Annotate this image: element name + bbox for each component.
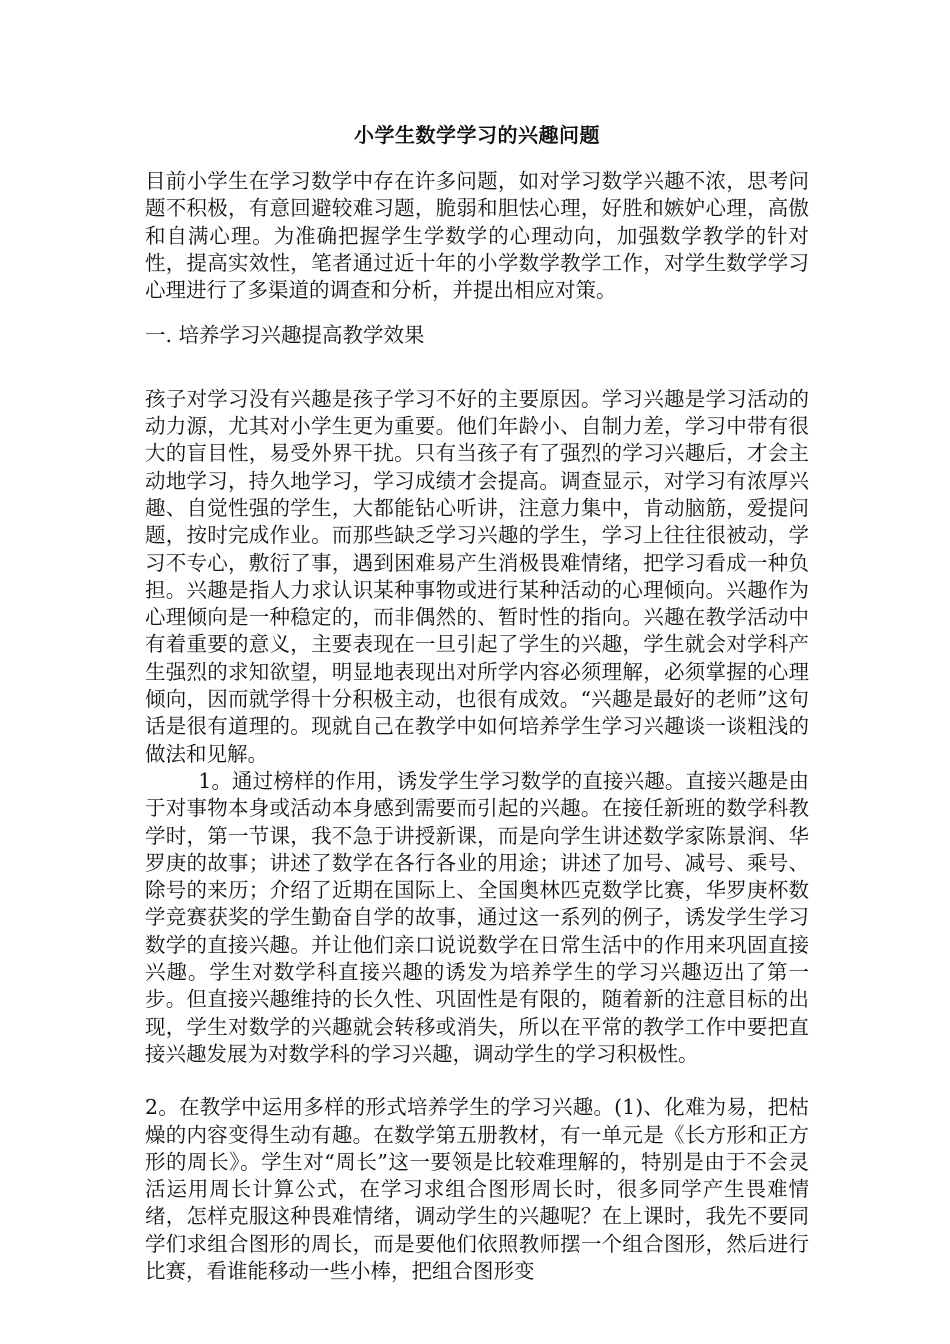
document-body: [145, 120, 809, 1285]
body-paragraph-3: 2。在教学中运用多样的形式培养学生的学习兴趣。(1)、化难为易，把枯燥的内容变得生动有趣。在数学第五册教材，有一单元是《长方形和正方形的周长》。学生对“周长”这一要领是比较难理解的，特别是由于不会灵活运用周长计算公式，在学习求组合图形周长时，很多同学产生畏难情绪，怎样克服这种畏难情绪，调动学生的兴趣呢？在上课时，我先不要同学们求组合图形的周长，而是要他们依照教师摆一个组合图形，然后进行比赛，看谁能移动一些小棒，把组合图形变: [145, 1095, 809, 1283]
body-paragraph-2: 1。通过榜样的作用，诱发学生学习数学的直接兴趣。直接兴趣是由于对事物本身或活动本身感到需要而引起的兴趣。在接任新班的数学科教学时，第一节课，我不急于讲授新课，而是向学生讲述数学家陈景润、华罗庚的故事；讲述了数学在各行各业的用途；讲述了加号、减号、乘号、除号的来历；介绍了近期在国际上、全国奥林匹克数学比赛，华罗庚杯数学竞赛获奖的学生勤奋自学的故事，通过这一系列的例子，诱发学生学习数学的直接兴趣。并让他们亲口说说数学在日常生活中的作用来巩固直接兴趣。学生对数学科直接兴趣的诱发为培养学生的学习兴趣迈出了第一步。但直接兴趣维持的长久性、巩固性是有限的，随着新的注意目标的出现，学生对数学的兴趣就会转移或消失，所以在平常的教学工作中要把直接兴趣发展为对数学科的学习兴趣，调动学生的学习积极性。: [145, 768, 809, 1066]
spacer: [145, 304, 809, 322]
document-title: 小学生数学学习的兴趣问题: [354, 123, 600, 147]
spacer: [145, 1068, 809, 1094]
spacer: [145, 350, 809, 386]
body-paragraph-1: 孩子对学习没有兴趣是孩子学习不好的主要原因。学习兴趣是学习活动的动力源，尤其对小学生更为重要。他们年龄小、自制力差，学习中带有很大的盲目性，易受外界干扰。只有当孩子有了强烈的学习兴趣后，才会主动地学习，持久地学习，学习成绩才会提高。调查显示，对学习有浓厚兴趣、自觉性强的学生，大都能钻心听讲，注意力集中，肯动脑筋，爱提问题，按时完成作业。而那些缺乏学习兴趣的学生，学习上往往很被动，学习不专心，敷衍了事，遇到困难易产生消极畏难情绪，把学习看成一种负担。兴趣是指人力求认识某种事物或进行某种活动的心理倾向。兴趣作为心理倾向是一种稳定的，而非偶然的、暂时性的指向。兴趣在教学活动中有着重要的意义，主要表现在一旦引起了学生的兴趣，学生就会对学科产生强烈的求知欲望，明显地表现出对所学内容必须理解，必须掌握的心理倾向，因而就学得十分积极主动，也很有成效。“兴趣是最好的老师”这句话是很有道理的。现就自己在教学中如何培养学生学习兴趣谈一谈粗浅的做法和见解。: [145, 386, 809, 766]
section-heading: 一. 培养学习兴趣提高教学效果: [145, 323, 425, 348]
intro-paragraph: 目前小学生在学习数学中存在许多问题，如对学习数学兴趣不浓，思考问题不积极，有意回避较难习题，脆弱和胆怯心理，好胜和嫉妒心理，高傲和自满心理。为准确把握学生学数学的心理动向，加强数学教学的针对性，提高实效性，笔者通过近十年的小学数学教学工作，对学生数学学习心理进行了多渠道的调查和分析，并提出相应对策。: [145, 169, 809, 303]
